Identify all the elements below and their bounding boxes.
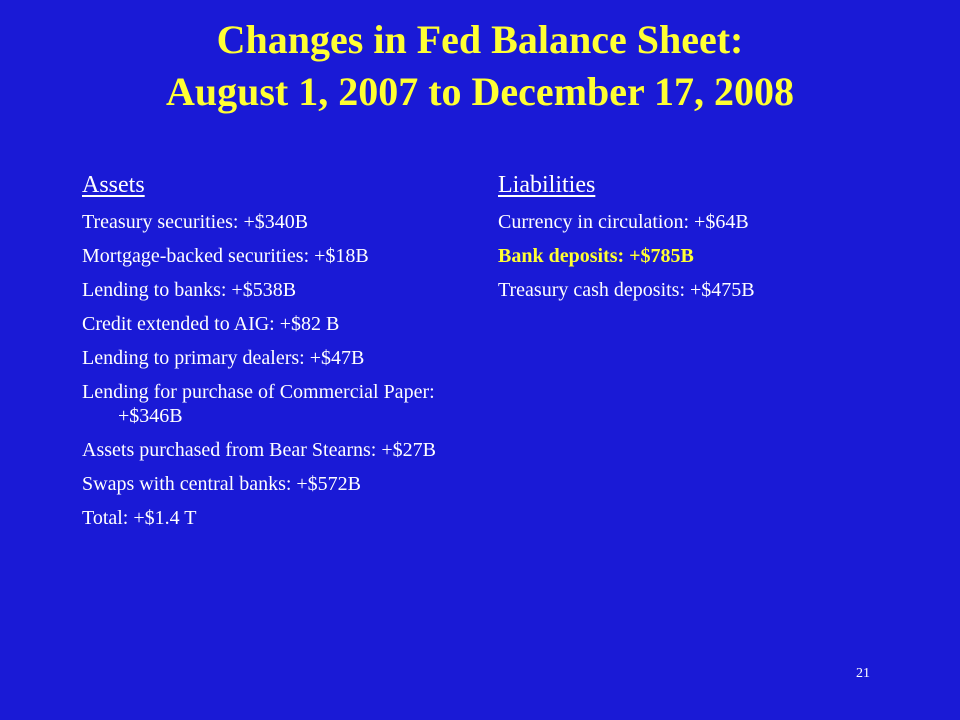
slide-title — [60, 14, 900, 118]
assets-item: Assets purchased from Bear Stearns: +$27B — [82, 439, 436, 461]
title-line-1: Changes in Fed Balance Sheet: — [216, 17, 744, 62]
assets-item: Treasury securities: +$340B — [82, 211, 309, 233]
assets-item: Lending to banks: +$538B — [82, 279, 297, 301]
liabilities-column — [498, 170, 898, 312]
liabilities-item: Treasury cash deposits: +$475B — [498, 279, 755, 301]
assets-item: Credit extended to AIG: +$82 B — [82, 313, 340, 335]
assets-item: Lending for purchase of Commercial Paper: +$346B — [82, 381, 435, 427]
assets-column — [82, 170, 482, 540]
liabilities-item-highlighted: Bank deposits: +$785B — [498, 245, 694, 267]
liabilities-item: Currency in circulation: +$64B — [498, 211, 749, 233]
assets-heading: Assets — [82, 172, 145, 198]
assets-item: Mortgage-backed securities: +$18B — [82, 245, 369, 267]
assets-item: Lending to primary dealers: +$47B — [82, 347, 365, 369]
title-line-2: August 1, 2007 to December 17, 2008 — [165, 69, 795, 114]
page-number: 21 — [856, 666, 870, 681]
liabilities-heading: Liabilities — [498, 172, 596, 198]
assets-item: Swaps with central banks: +$572B — [82, 473, 362, 495]
assets-total: Total: +$1.4 T — [82, 507, 197, 529]
